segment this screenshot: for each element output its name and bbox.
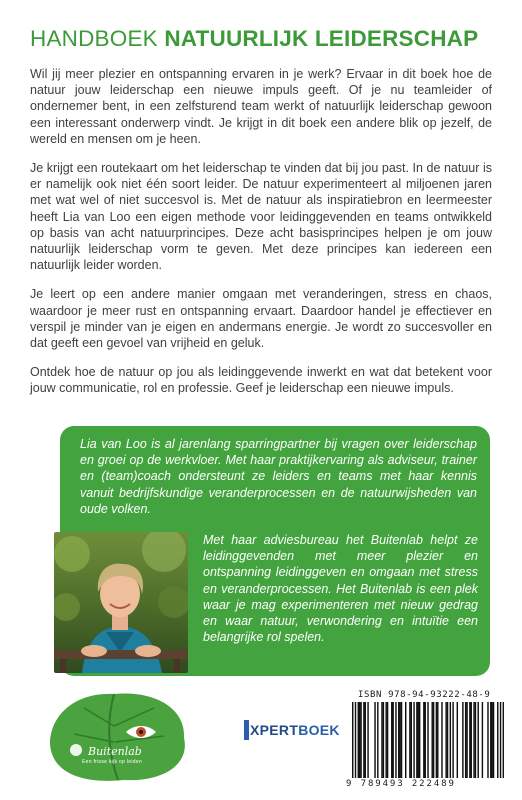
blurb-paragraph: Ontdek hoe de natuur op jou als leidinggevende inwerkt en wat dat betekent voor jouw communicatie, rol en professie. Geef je leiderschap een nieuwe impuls.	[30, 365, 492, 396]
barcode-bar	[445, 702, 446, 778]
barcode-bar	[475, 702, 476, 778]
barcode-bar	[427, 702, 428, 778]
barcode-bar	[500, 702, 501, 778]
blurb-paragraph: Wil jij meer plezier en ontspanning ervaren in je werk? Ervaar in dit boek hoe de natuur jouw leiderschap een nieuwe impuls geeft. Of je nu teamleider of ondernemer bent, in een zelfsturend team werkt of natuurlijk leiderschap gewoon een interessant onderwerp vindt. Je krijgt in dit boek een andere blik op jezelf, de wereld en mensen om je heen.	[30, 67, 492, 146]
barcode-bar	[363, 702, 364, 778]
barcode-bar	[441, 702, 442, 778]
barcode-bar	[392, 702, 393, 778]
barcode-bar	[452, 702, 453, 778]
barcode-bar	[437, 702, 438, 778]
barcode-bar	[405, 702, 406, 778]
barcode-bar	[365, 702, 366, 778]
publisher-logo	[244, 720, 340, 740]
isbn-barcode	[352, 702, 504, 778]
author-bio-text-2: Met haar adviesbureau het Buitenlab helpt ze leidinggevenden met meer plezier en ontspanning leidinggeven en omgaan met stress en veranderprocessen. Het Buitenlab is een plek waar je mag experimenteren met nieuw gedrag en waar natuur, verwondering en intuïtie een belangrijke rol spelen.	[203, 533, 478, 645]
barcode-bar	[383, 702, 384, 778]
barcode-bar	[398, 702, 399, 778]
barcode-bar	[399, 702, 400, 778]
title-main: NATUURLIJK LEIDERSCHAP	[164, 26, 479, 51]
barcode-bar	[413, 702, 414, 778]
barcode-bar	[367, 702, 368, 778]
barcode-bar	[360, 702, 361, 778]
author-bio-text-1: Lia van Loo is al jarenlang sparringpartner bij vragen over leiderschap en groei op de werkvloer. Met haar praktijkervaring als adviseur, trainer en (team)coach ondersteunt ze leiders en teams met haar kennis vanuit bedrijfskundige veranderprocessen en de natuurwijsheden van oude volken.	[80, 437, 477, 516]
barcode-bar	[425, 702, 426, 778]
blurb	[30, 66, 492, 410]
barcode-bar	[503, 702, 504, 778]
publisher-name-2: BOEK	[298, 722, 340, 738]
barcode-bar	[431, 702, 432, 778]
publisher-e-mark	[244, 720, 249, 740]
barcode-bar	[450, 702, 451, 778]
barcode-bar	[465, 702, 466, 778]
barcode-bar	[433, 702, 434, 778]
book-title	[30, 26, 500, 52]
barcode-bar	[469, 702, 470, 778]
barcode-bar	[473, 702, 474, 778]
barcode-bar	[374, 702, 375, 778]
buitenlab-brand: Buitenlab	[88, 745, 142, 758]
barcode-bar	[385, 702, 386, 778]
buitenlab-tagline: Een frisse kijk op leiden	[82, 759, 143, 765]
barcode-bar	[447, 702, 448, 778]
barcode-bar	[493, 702, 494, 778]
barcode-bar	[497, 702, 498, 778]
barcode-bar	[478, 702, 479, 778]
barcode-bar	[471, 702, 472, 778]
barcode-bar	[491, 702, 492, 778]
barcode-bar	[409, 702, 410, 778]
barcode-bar	[387, 702, 388, 778]
barcode-bar	[352, 702, 353, 778]
barcode-bar	[416, 702, 417, 778]
barcode-bar	[377, 702, 378, 778]
barcode-bar	[487, 702, 488, 778]
barcode-bar	[391, 702, 392, 778]
barcode-bar	[359, 702, 360, 778]
blurb-paragraph: Je leert op een andere manier omgaan met veranderingen, stress en chaos, waardoor je meer rust en ontspanning ervaart. Daardoor handel je effectiever en verspil je minder van je eigen en andermans energie. Je wordt zo succesvoller en dat geeft een gevoel van vrijheid en geluk.	[30, 287, 492, 351]
barcode-bar	[355, 702, 356, 778]
barcode-bar	[482, 702, 483, 778]
title-prefix: HANDBOEK	[30, 26, 165, 51]
barcode-bar	[418, 702, 419, 778]
barcode-bar	[462, 702, 463, 778]
barcode-bar	[395, 702, 396, 778]
barcode-bar	[381, 702, 382, 778]
barcode-bar	[401, 702, 402, 778]
barcode-digits: 9 789493 222489	[346, 779, 456, 789]
buitenlab-logo	[44, 686, 192, 786]
barcode-bar	[419, 702, 420, 778]
barcode-bar	[457, 702, 458, 778]
barcode-bar	[411, 702, 412, 778]
publisher-name-1: XPERT	[250, 722, 299, 738]
barcode-bar	[490, 702, 491, 778]
barcode-bar	[436, 702, 437, 778]
blurb-paragraph: Je krijgt een routekaart om het leiderschap te vinden dat bij jou past. In de natuur is er namelijk ook niet één soort leider. De natuur experimenteert al miljoenen jaren met wat wel of niet succesvol is. Met de natuur als inspiratiebron en leermeester heeft Lia van Loo een eigen methode voor leidinggevenden en teams ontwikkeld op basis van acht natuurprincipes. Deze acht basisprincipes helpen je om jouw natuurlijk leiderschap vorm te geven. Met deze principes kan iedereen een natuurlijk leider worden.	[30, 161, 492, 273]
barcode-bar	[466, 702, 467, 778]
isbn-label: ISBN 978-94-93222-48-9	[358, 690, 491, 700]
barcode-bar	[423, 702, 424, 778]
barcode-bar	[358, 702, 359, 778]
author-photo	[54, 532, 188, 673]
